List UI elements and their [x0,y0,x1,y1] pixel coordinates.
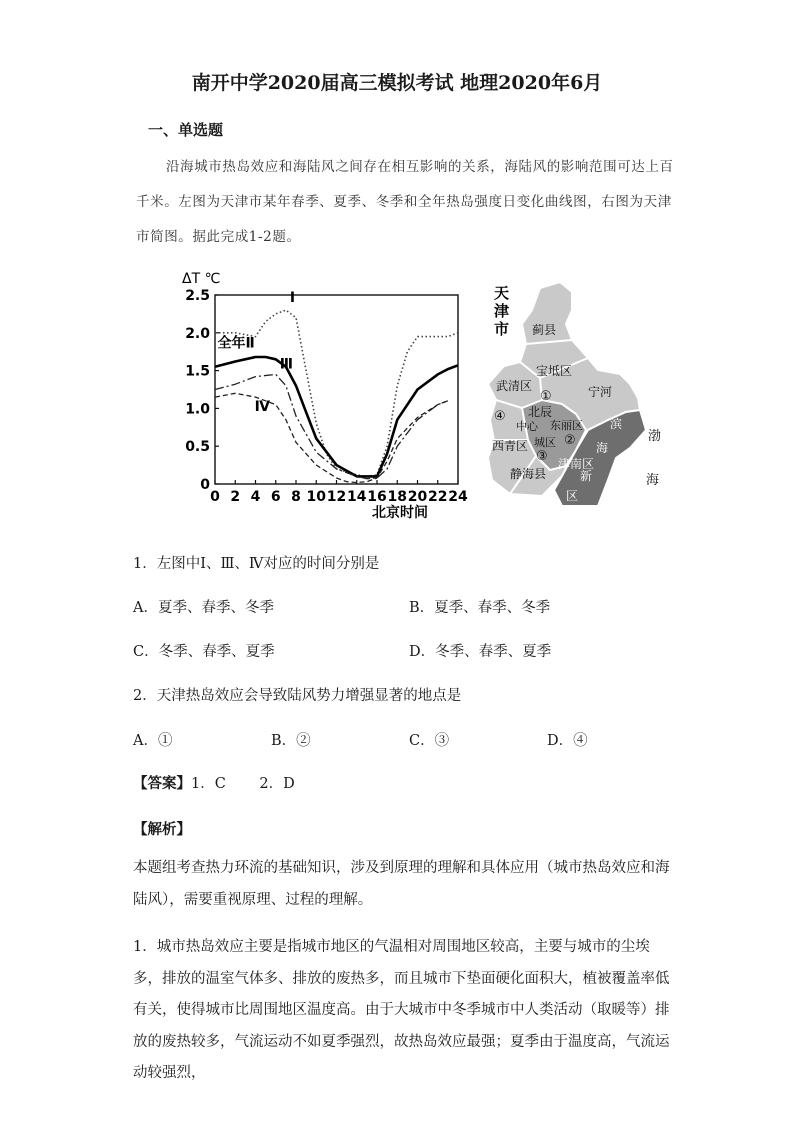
series-label: Ⅲ [279,356,293,373]
q2-option-b[interactable]: B．② [271,733,311,749]
plot-frame [215,295,458,484]
map-marker-3: ③ [536,449,548,464]
y-tick-label: 0 [200,477,210,493]
x-tick-label: 16 [367,489,387,505]
series-label: Ⅳ [254,399,270,416]
map-marker-2: ② [564,433,576,448]
q1-option-a[interactable]: A．夏季、春季、冬季 [133,600,274,616]
x-tick-label: 8 [291,489,301,505]
map-label-bo: 渤 [648,429,662,444]
q2-option-d[interactable]: D．④ [547,733,588,749]
analysis-heading: 【解析】 [133,821,191,838]
map-label-jinghai: 静海县 [510,467,547,481]
map-city-label-3: 市 [494,320,510,338]
map-label-hai: 海 [596,441,609,455]
x-tick-label: 14 [347,489,367,505]
question-2-stem: 2．天津热岛效应会导致陆风势力增强显著的地点是 [133,688,462,704]
y-axis-label: ΔT ℃ [182,271,221,287]
map-label-jinnan: 津南区 [558,457,595,471]
series-label: 全年Ⅱ [217,335,255,352]
x-tick-label: 10 [306,489,326,505]
map-label-chengqu: 城区 [534,436,556,449]
map-label-qu: 区 [566,489,579,503]
series-label: Ⅰ [289,290,296,307]
x-tick-label: 2 [230,489,241,505]
q1-option-c[interactable]: C．冬季、春季、夏季 [133,644,275,660]
map-marker-4: ④ [494,409,506,424]
answer-line [133,772,295,793]
q2-option-a[interactable]: A．① [133,733,173,749]
answer-label: 【答案】 [133,775,191,792]
map-marker-1: ① [540,389,552,404]
heat-island-chart [182,271,468,521]
question-1-stem: 1．左图中Ⅰ、Ⅲ、Ⅳ对应的时间分别是 [133,556,380,572]
x-tick-label: 12 [326,489,347,505]
q1-option-b[interactable]: B．夏季、春季、冬季 [409,600,551,616]
figure-svg [170,262,662,524]
page-title: 南开中学2020届高三模拟考试 地理2020年6月 [191,72,603,94]
map-label-dongli: 东丽区 [550,419,583,432]
x-axis-label: 北京时间 [372,505,428,521]
map-label-xiqing: 西青区 [492,439,529,453]
y-tick-label: 0.5 [185,439,210,456]
x-tick-label: 6 [270,489,281,505]
series-line [215,393,448,482]
x-tick-label: 18 [387,489,407,505]
map-label-wuqing: 武清区 [496,379,533,393]
q2-option-c[interactable]: C．③ [409,733,450,749]
y-tick-label: 1.5 [185,363,210,380]
map-city-label-2: 津 [494,302,510,320]
x-tick-label: 4 [250,489,261,505]
analysis-paragraph-2: 1．城市热岛效应主要是指城市地区的气温相对周围地区较高，主要与城市的尘埃多，排放的温室气体多、排放的废热多，而且城市下垫面硬化面积大，植被覆盖率低有关，使得城市比周围地区温度高。由于大城市中冬季城市中人类活动（取暖等）排放的废热较多，气流运动不如夏季强烈，故热岛效应最强；夏季由于温度高，气流运动较强烈， [133,939,670,1081]
map-label-zhongxin: 中心 [516,420,538,433]
section-heading: 一、单选题 [148,121,224,139]
map-label-sea: 海 [646,473,660,488]
x-tick-label: 22 [428,489,448,505]
x-tick-label: 20 [407,489,428,505]
map-label-beichen: 北辰 [528,405,553,419]
map-label-baodi: 宝坻区 [536,364,573,378]
map-label-xin: 新 [580,469,593,483]
q1-option-d[interactable]: D．冬季、春季、夏季 [409,644,552,660]
tianjin-map [488,282,661,506]
map-city-label-1: 天 [494,284,510,302]
y-tick-label: 1.0 [185,401,210,418]
series-line [215,374,448,478]
y-tick-label: 2.5 [185,288,210,304]
map-label-jixian: 蓟县 [532,323,557,337]
map-label-ninghe: 宁河 [588,385,613,399]
answer-text: 1．C 2．D [191,776,295,792]
x-tick-label: 24 [448,489,468,505]
figure-area [170,262,662,528]
map-label-bin: 滨 [610,417,623,431]
x-tick-label: 0 [210,489,220,505]
analysis-paragraph-1: 本题组考查热力环流的基础知识，涉及到原理的理解和具体应用（城市热岛效应和海陆风），需要重视原理、过程的理解。 [133,860,670,908]
y-tick-label: 2.0 [185,325,210,342]
intro-paragraph: 沿海城市热岛效应和海陆风之间存在相互影响的关系，海陆风的影响范围可达上百千米。左图为天津市某年春季、夏季、冬季和全年热岛强度日变化曲线图，右图为天津市简图。据此完成1-2题。 [136,159,674,245]
